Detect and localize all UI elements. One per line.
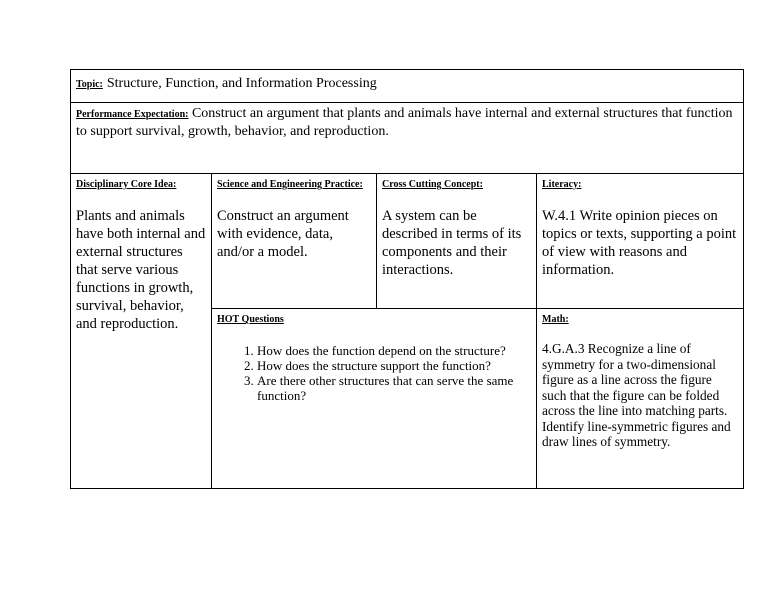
performance-expectation-row xyxy=(71,103,744,174)
literacy-label: Literacy: xyxy=(542,179,582,190)
crosscutting-label: Cross Cutting Concept: xyxy=(382,179,483,190)
literacy-text: W.4.1 Write opinion pieces on topics or texts, supporting a point of view with reasons and information. xyxy=(542,208,737,278)
performance-expectation-value: Construct an argument that plants and animals have internal and external structures that function to support survival, growth, behavior, and reproduction. xyxy=(76,106,733,139)
unit-plan-table xyxy=(70,69,744,489)
hot-question-item: 2. How does the structure support the function? xyxy=(257,358,531,373)
literacy-cell xyxy=(537,174,744,309)
performance-expectation-label: Performance Expectation: xyxy=(76,109,189,120)
math-cell xyxy=(537,309,744,489)
topic-cell xyxy=(71,70,744,103)
math-text: 4.G.A.3 Recognize a line of symmetry for a two-dimensional figure as a line across the figure such that the figure can be folded across the line into matching parts. Identify line-symmetric figures and draw lines of symmetry. xyxy=(542,341,731,449)
performance-expectation-cell xyxy=(71,103,744,174)
hot-questions-cell xyxy=(212,309,537,489)
practice-label: Science and Engineering Practice: xyxy=(217,179,363,190)
topic-row xyxy=(71,70,744,103)
core-idea-cell xyxy=(71,174,212,489)
core-idea-text: Plants and animals have both internal and external structures that serve various functions in growth, survival, behavior, and reproduction. xyxy=(76,208,206,332)
hot-question-item: 3. Are there other structures that can serve the same function? xyxy=(257,373,531,403)
crosscutting-text: A system can be described in terms of its components and their interactions. xyxy=(382,208,522,278)
practice-cell xyxy=(212,174,377,309)
standards-row xyxy=(71,174,744,309)
crosscutting-cell xyxy=(377,174,537,309)
topic-value: Structure, Function, and Information Processing xyxy=(106,76,377,91)
hot-questions-label: HOT Questions xyxy=(217,314,284,325)
hot-question-item: 1. How does the function depend on the structure? xyxy=(257,343,531,358)
practice-text: Construct an argument with evidence, data, and/or a model. xyxy=(217,208,349,260)
hot-questions-list xyxy=(217,343,531,403)
topic-label: Topic: xyxy=(76,79,103,90)
math-label: Math: xyxy=(542,314,569,325)
core-idea-label: Disciplinary Core Idea: xyxy=(76,179,177,190)
